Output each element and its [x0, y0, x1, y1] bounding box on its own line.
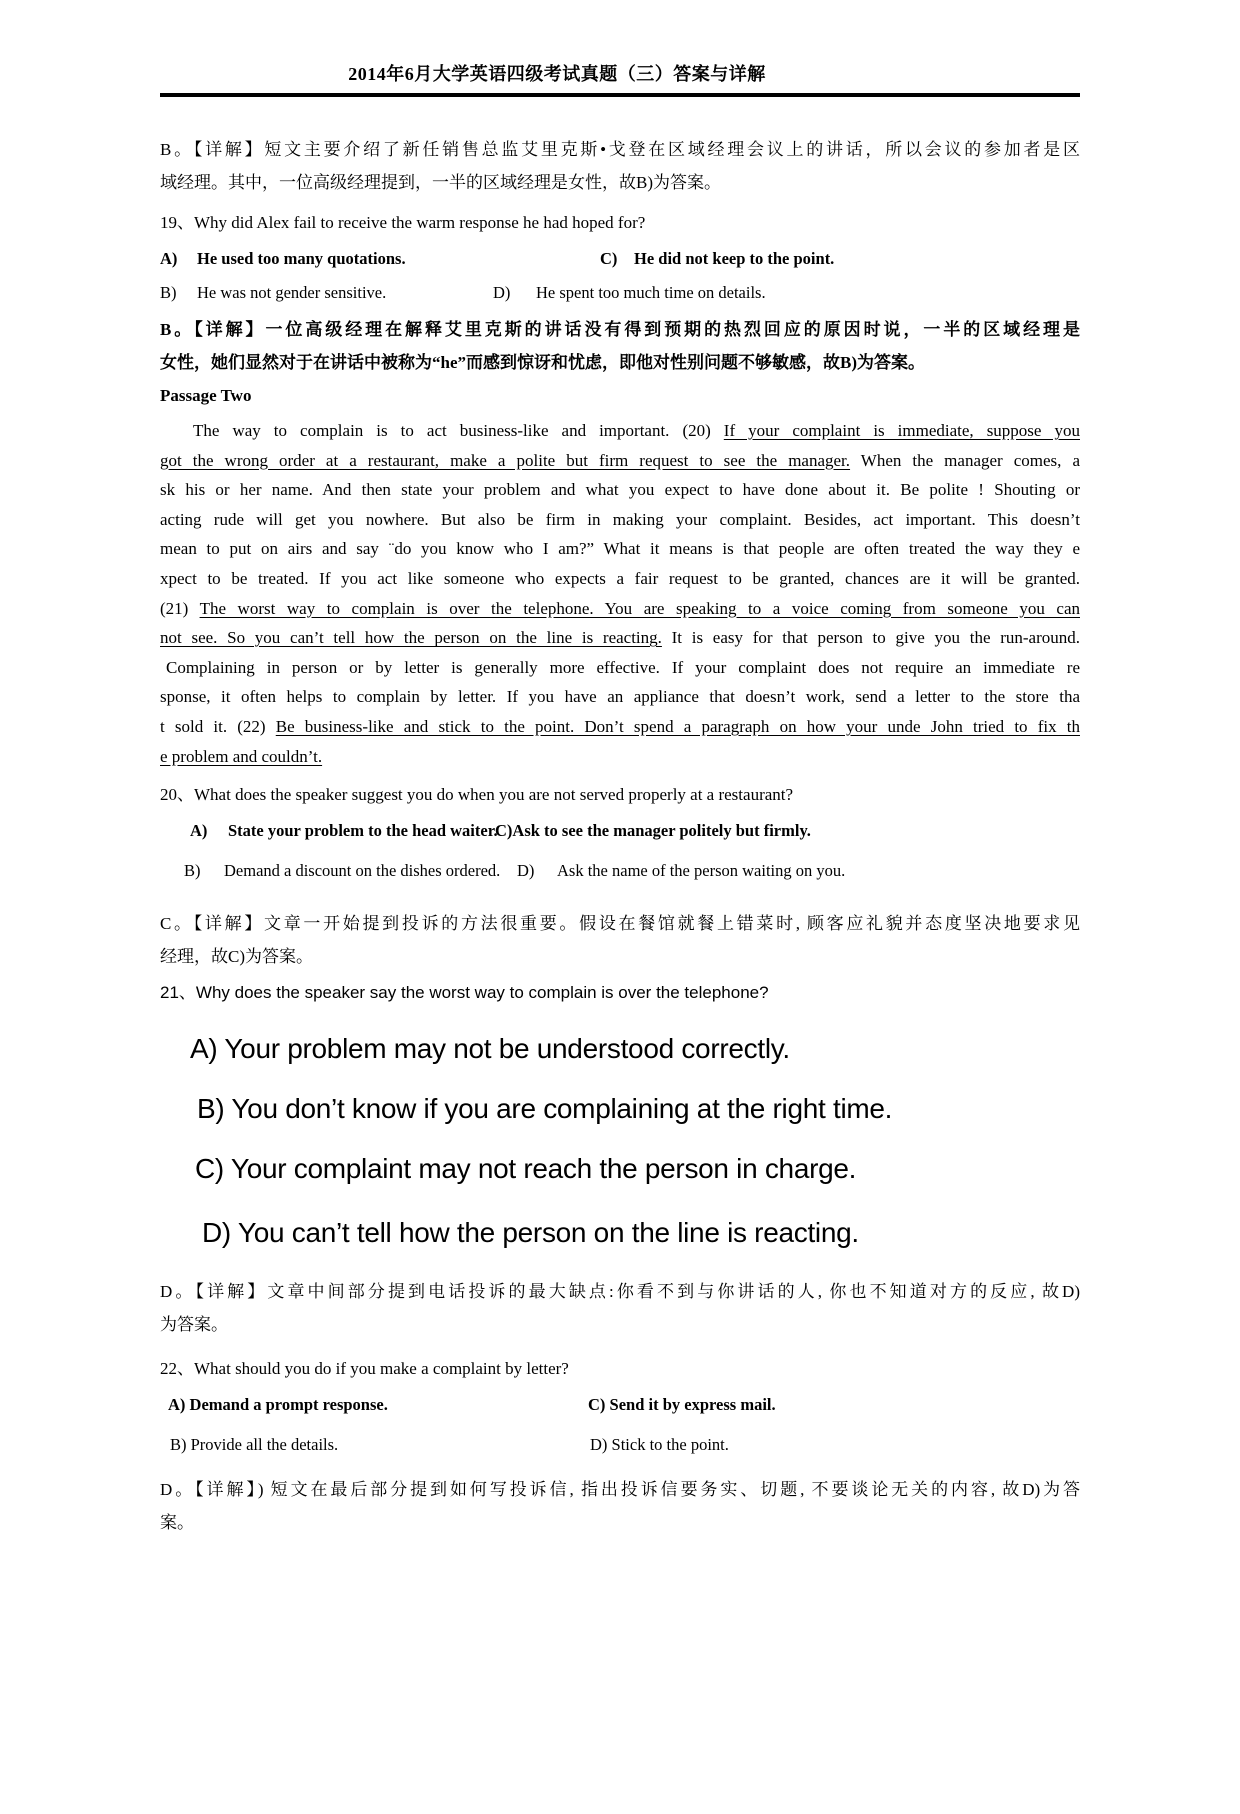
- q22-explanation: [160, 1473, 1080, 1539]
- option-text: He spent too much time on details.: [536, 283, 766, 302]
- option-text: D) Stick to the point.: [590, 1435, 729, 1455]
- question-text: What does the speaker suggest you do when you are not served properly at a restaurant?: [194, 785, 794, 805]
- text-line: B。【详解】一位高级经理在解释艾里克斯的讲话没有得到预期的热烈回应的原因时说，一半的区域经理是: [160, 320, 1080, 339]
- text-line: 域经理。其中，一位高级经理提到，一半的区域经理是女性，故B)为答案。: [160, 173, 721, 192]
- option-text: C) Send it by express mail.: [588, 1395, 776, 1415]
- q19-explanation: [160, 313, 1080, 379]
- header-rule: [160, 93, 1080, 97]
- option-text: Demand a discount on the dishes ordered.: [224, 861, 501, 881]
- option-label: D): [517, 861, 535, 881]
- option-text: B) Provide all the details.: [170, 1435, 339, 1455]
- question-19: [160, 211, 1080, 235]
- text-line: D。【详解】) 短文在最后部分提到如何写投诉信, 指出投诉信要务实、切题, 不要谈论无关的内容, 故D)为答: [160, 1480, 1080, 1500]
- q21-option-a: A) Your problem may not be understood correctly.: [190, 1033, 790, 1065]
- text-line: C。【详解】文章一开始提到投诉的方法很重要。假设在餐馆就餐上错菜时, 顾客应礼貌并态度坚决地要求见: [160, 914, 1080, 934]
- question-number: 19、: [160, 213, 194, 232]
- option-text: Ask the name of the person waiting on you.: [557, 861, 846, 881]
- document-page: [160, 60, 1080, 1539]
- text-line: t sold it. (22) Be business-like and stick to the point. Don’t spend a paragraph on how your unde John tried to fix th: [160, 716, 1080, 736]
- text-line: acting rude will get you nowhere. But also be firm in making your complaint. Besides, act important. This doesn’t: [160, 509, 1080, 529]
- q20-explanation: [160, 907, 1080, 973]
- page-title: 2014年6月大学英语四级考试真题（三）答案与详解: [348, 64, 766, 84]
- passage-text: [160, 416, 1080, 771]
- question-text: Why did Alex fail to receive the warm response he had hoped for?: [194, 213, 646, 232]
- question-21: [160, 981, 1080, 1005]
- text-line: 案。: [160, 1513, 194, 1533]
- q20-option-row-ac: [160, 821, 1080, 845]
- question-22: [160, 1357, 1080, 1381]
- text-line: sponse, it often helps to complain by letter. If you have an appliance that doesn’t work, send a letter to the store tha: [160, 687, 1080, 707]
- text-line: xpect to be treated. If you act like someone who expects a fair request to be granted, chances are it will be granted.: [160, 568, 1080, 588]
- q21-option-c: C) Your complaint may not reach the person in charge.: [195, 1153, 857, 1185]
- question-text: What should you do if you make a complaint by letter?: [194, 1359, 569, 1379]
- q21-option-d: D) You can’t tell how the person on the line is reacting.: [202, 1217, 859, 1249]
- text-line: 女性，她们显然对于在讲话中被称为“he”而感到惊讶和忧虑，即他对性别问题不够敏感，故B)为答案。: [160, 353, 925, 372]
- q22-option-row-bd: [160, 1435, 1080, 1459]
- q20-option-row-bd: [160, 861, 1080, 885]
- q19-option-row-ac: [160, 249, 1080, 273]
- option-text: He was not gender sensitive.: [197, 283, 387, 302]
- option-text: State your problem to the head waiter.: [228, 821, 498, 841]
- text-line: not see. So you can’t tell how the person on the line is reacting. It is easy for that person to give you the run-around.: [160, 628, 1080, 648]
- text-line: Complaining in person or by letter is generally more effective. If your complaint does not require an immediate re: [166, 657, 1080, 677]
- text-line: e problem and couldn’t.: [160, 746, 323, 766]
- passage-heading: Passage Two: [160, 386, 252, 405]
- q21-explanation: [160, 1275, 1080, 1341]
- text-line: D。【详解】文章中间部分提到电话投诉的最大缺点:你看不到与你讲话的人, 你也不知道对方的反应, 故D): [160, 1282, 1080, 1302]
- q21-option-b: B) You don’t know if you are complaining at the right time.: [197, 1093, 893, 1125]
- question-number: 20、: [160, 785, 194, 805]
- question-20: [160, 783, 1080, 807]
- text-line: The way to complain is to act business-like and important. (20) If your complaint is immediate, suppose you: [193, 421, 1080, 440]
- option-label: A): [160, 249, 178, 268]
- explanation-18-text: [160, 133, 1080, 199]
- option-text: C)Ask to see the manager politely but firmly.: [495, 821, 811, 841]
- option-label: D): [493, 283, 511, 302]
- text-line: 为答案。: [160, 1315, 228, 1335]
- option-label: B): [160, 283, 177, 302]
- option-label: C): [600, 249, 618, 268]
- option-text: He used too many quotations.: [197, 249, 406, 268]
- text-line: (21) The worst way to complain is over the telephone. You are speaking to a voice coming from someone you can: [160, 598, 1080, 618]
- question-text: Why does the speaker say the worst way to complain is over the telephone?: [195, 983, 769, 1003]
- q22-option-row-ac: [160, 1395, 1080, 1419]
- text-line: sk his or her name. And then state your problem and what you expect to have done about it. Be polite ! Shouting or: [160, 480, 1080, 500]
- text-line: got the wrong order at a restaurant, make a polite but firm request to see the manager. When the manager comes, a: [160, 450, 1080, 470]
- text-line: mean to put on airs and say ¨do you know who I am?” What it means is that people are often treated the way they e: [160, 539, 1080, 559]
- question-number: 21、: [160, 983, 196, 1003]
- q19-option-row-bd: [160, 283, 1080, 307]
- option-text: A) Demand a prompt response.: [168, 1395, 388, 1415]
- question-number: 22、: [160, 1359, 194, 1379]
- text-line: 经理，故C)为答案。: [160, 947, 313, 967]
- option-text: He did not keep to the point.: [634, 249, 835, 268]
- option-label: A): [190, 821, 208, 841]
- option-label: B): [184, 861, 201, 881]
- text-line: B。【详解】短文主要介绍了新任销售总监艾里克斯•戈登在区域经理会议上的讲话，所以会议的参加者是区: [160, 140, 1080, 159]
